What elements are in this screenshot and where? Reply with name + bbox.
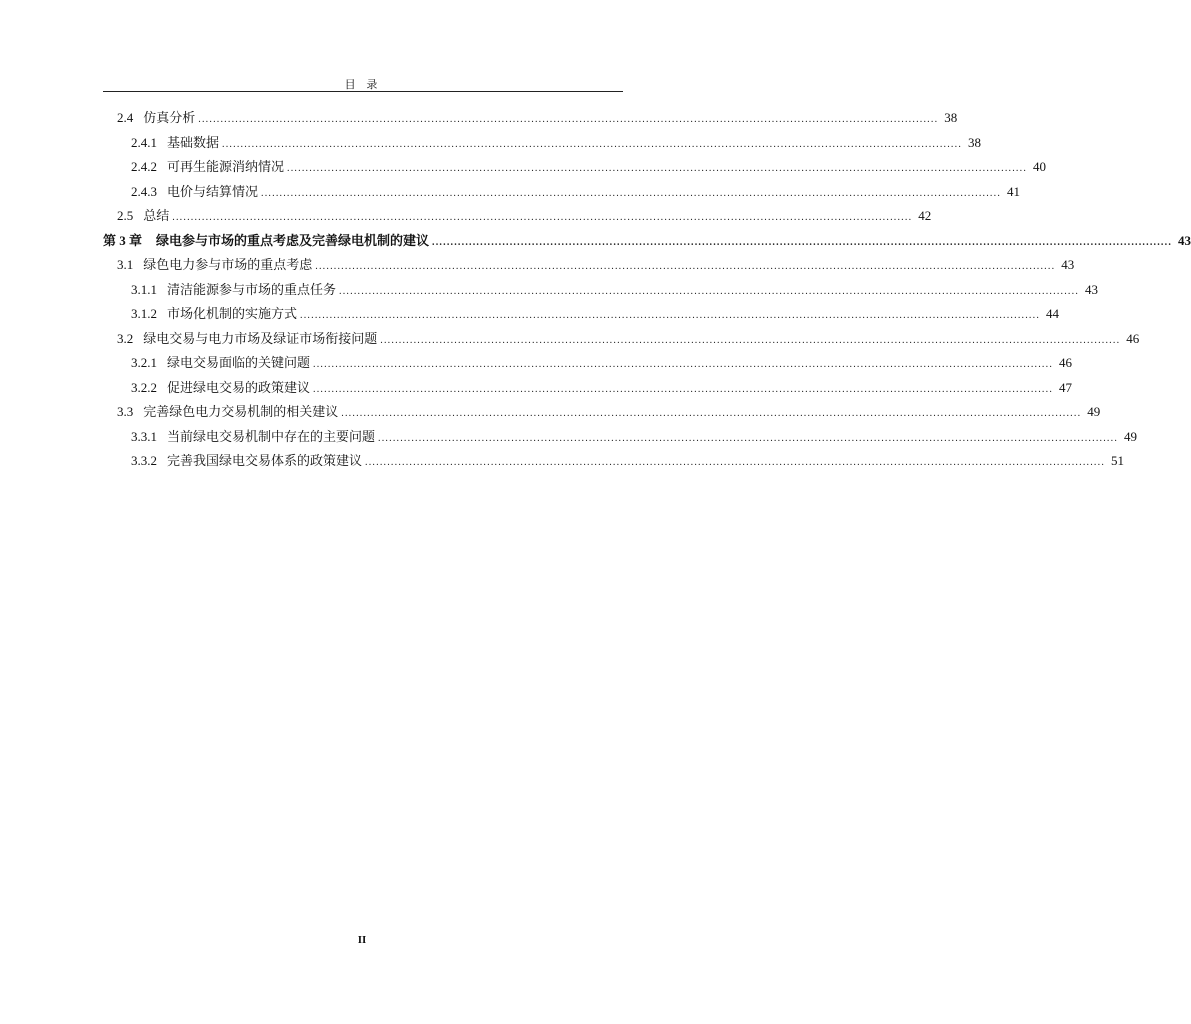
toc-entry-number: 2.4.3 xyxy=(131,183,157,199)
toc-entry-number: 3.2.2 xyxy=(131,379,157,395)
dot-leader: ........................................................................................................................................................................................................ xyxy=(315,261,1056,272)
toc-entry-title: 完善绿色电力交易机制的相关建议 xyxy=(143,404,339,419)
toc-entry-number: 3.1.2 xyxy=(131,306,157,321)
page-header-title: 目 录 xyxy=(344,79,382,91)
page-number: II xyxy=(357,934,367,946)
toc-entry-title: 当前绿电交易机制中存在的主要问题 xyxy=(167,428,376,444)
toc-entry-page: 41 xyxy=(1007,183,1021,199)
toc-entry-number: 3.2.1 xyxy=(131,355,157,370)
toc-entry-page: 40 xyxy=(1033,159,1047,174)
toc-entry-number: 3.2 xyxy=(117,330,134,346)
toc-entry-number: 2.4.1 xyxy=(131,134,157,150)
toc-entry-page: 49 xyxy=(1124,428,1138,444)
toc-entry-title: 总结 xyxy=(143,208,170,223)
toc-entry-number: 3.1 xyxy=(117,257,134,272)
toc-entry[interactable] xyxy=(117,255,1075,275)
toc-entry-title: 促进绿电交易的政策建议 xyxy=(167,379,311,395)
toc-entry[interactable] xyxy=(131,157,1047,177)
toc-entry[interactable] xyxy=(131,280,1099,300)
dot-leader: ........................................................................................................................................................................................................ xyxy=(365,457,1106,468)
toc-entry-title: 仿真分析 xyxy=(143,110,196,125)
toc-entry-title: 绿电参与市场的重点考虑及完善绿电机制的建议 xyxy=(156,232,430,248)
toc-entry-page: 44 xyxy=(1046,306,1060,321)
toc-entry-page: 46 xyxy=(1059,355,1073,370)
dot-leader: ........................................................................................................................................................................................................ xyxy=(378,432,1119,444)
dot-leader: ........................................................................................................................................................................................................ xyxy=(287,163,1028,174)
dot-leader: ........................................................................................................................................................................................................ xyxy=(341,408,1082,419)
toc-entry-title: 可再生能源消纳情况 xyxy=(167,159,285,174)
dot-leader: ........................................................................................................................................................................................................ xyxy=(432,236,1173,248)
toc-entry-title: 基础数据 xyxy=(167,134,220,150)
toc-entry[interactable] xyxy=(103,231,1191,251)
toc-entry-page: 43 xyxy=(1061,257,1075,272)
toc-entry-title: 清洁能源参与市场的重点任务 xyxy=(167,281,337,297)
toc-entry[interactable] xyxy=(117,108,958,128)
toc-entry-number: 2.4 xyxy=(117,110,134,125)
toc-entry[interactable] xyxy=(117,402,1101,422)
dot-leader: ........................................................................................................................................................................................................ xyxy=(261,187,1002,199)
toc-entry-page: 43 xyxy=(1178,232,1191,248)
toc-entry-number: 3.3.1 xyxy=(131,428,157,444)
toc-entry-title: 绿色电力参与市场的重点考虑 xyxy=(143,257,313,272)
toc-entry-page: 42 xyxy=(918,208,932,223)
toc-entry[interactable] xyxy=(131,378,1073,398)
toc-entry[interactable] xyxy=(131,182,1021,202)
dot-leader: ........................................................................................................................................................................................................ xyxy=(222,138,963,150)
toc-entry-number: 3.3 xyxy=(117,404,134,419)
toc-entry[interactable] xyxy=(131,133,982,153)
toc-entry-page: 38 xyxy=(968,134,982,150)
toc-entry-page: 38 xyxy=(944,110,958,125)
toc-entry-title: 电价与结算情况 xyxy=(167,183,259,199)
toc-entry-page: 47 xyxy=(1059,379,1073,395)
toc-entry[interactable] xyxy=(117,329,1140,349)
dot-leader: ........................................................................................................................................................................................................ xyxy=(313,383,1054,395)
toc-entry[interactable] xyxy=(131,427,1138,447)
dot-leader: ........................................................................................................................................................................................................ xyxy=(172,212,913,223)
toc-entry-title: 绿电交易面临的关键问题 xyxy=(167,355,311,370)
toc-entry-page: 49 xyxy=(1087,404,1101,419)
toc-entry[interactable] xyxy=(117,206,932,226)
dot-leader: ........................................................................................................................................................................................................ xyxy=(339,285,1080,297)
toc-entry-title: 市场化机制的实施方式 xyxy=(167,306,298,321)
toc-entry[interactable] xyxy=(131,353,1073,373)
toc-entry[interactable] xyxy=(131,451,1125,471)
toc-entry[interactable] xyxy=(131,304,1060,324)
toc-entry-page: 43 xyxy=(1085,281,1099,297)
toc-entry-number: 3.1.1 xyxy=(131,281,157,297)
toc-entry-number: 第 3 章 xyxy=(103,232,143,248)
toc-entry-page: 46 xyxy=(1126,330,1140,346)
dot-leader: ........................................................................................................................................................................................................ xyxy=(380,334,1121,346)
toc-entry-title: 完善我国绿电交易体系的政策建议 xyxy=(167,453,363,468)
dot-leader: ........................................................................................................................................................................................................ xyxy=(313,359,1054,370)
toc-entry-page: 51 xyxy=(1111,453,1125,468)
toc-entry-number: 2.4.2 xyxy=(131,159,157,174)
toc-entry-number: 3.3.2 xyxy=(131,453,157,468)
toc-entry-number: 2.5 xyxy=(117,208,134,223)
toc-entry-title: 绿电交易与电力市场及绿证市场衔接问题 xyxy=(143,330,378,346)
dot-leader: ........................................................................................................................................................................................................ xyxy=(300,310,1041,321)
header-rule xyxy=(103,91,623,92)
dot-leader: ........................................................................................................................................................................................................ xyxy=(198,114,939,125)
